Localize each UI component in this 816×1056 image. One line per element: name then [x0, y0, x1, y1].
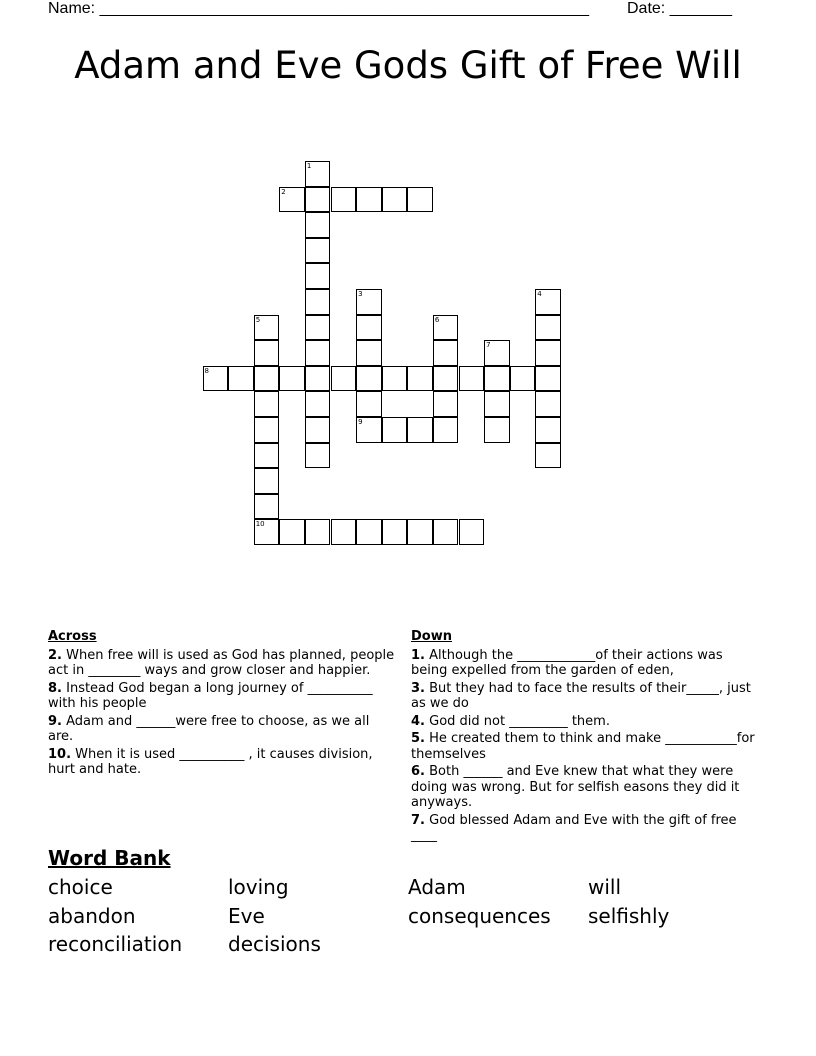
word-bank-item: choice [48, 875, 113, 899]
word-bank-item: abandon [48, 903, 136, 928]
crossword-cell[interactable] [305, 161, 331, 187]
word-bank [48, 873, 768, 959]
clue-across-9 [48, 714, 398, 745]
word-bank-item: decisions [228, 932, 321, 956]
crossword-cell[interactable] [382, 417, 408, 443]
date-field[interactable]: Date: _______ [627, 0, 732, 17]
crossword-cell[interactable] [254, 417, 280, 443]
crossword-cell[interactable] [484, 340, 510, 366]
crossword-cell[interactable] [535, 315, 561, 341]
crossword-cell[interactable] [382, 519, 408, 545]
word-bank-title: Word Bank [48, 846, 171, 870]
crossword-cell[interactable] [459, 519, 485, 545]
clue-number: 6. [411, 764, 425, 779]
clue-across-8 [48, 681, 398, 712]
cell-number: 5 [255, 315, 261, 324]
clue-down-1 [411, 648, 756, 679]
crossword-cell[interactable] [254, 366, 280, 392]
crossword-cell[interactable] [305, 366, 331, 392]
crossword-cell[interactable] [254, 519, 280, 545]
clue-text: God did not _________ them. [424, 713, 610, 729]
across-clues [48, 629, 398, 780]
crossword-cell[interactable] [305, 315, 331, 341]
cell-number: 9 [358, 418, 363, 426]
word-bank-item: consequences [408, 903, 551, 928]
cell-number: 7 [486, 341, 491, 350]
crossword-cell[interactable] [254, 340, 280, 366]
crossword-cell[interactable] [535, 417, 561, 443]
crossword-cell[interactable] [356, 519, 382, 545]
word-bank-item: loving [228, 875, 289, 899]
clue-text: Although the ____________of their actions was being expelled from the garden of eden, [411, 647, 723, 678]
clue-number: 7. [411, 812, 425, 828]
crossword-cell[interactable] [407, 366, 433, 392]
clue-number: 5. [411, 731, 425, 746]
crossword-cell[interactable] [305, 263, 331, 289]
cell-number: 4 [537, 290, 542, 298]
clue-down-5 [411, 731, 756, 762]
crossword-cell[interactable] [484, 366, 510, 392]
crossword-cell[interactable] [433, 417, 459, 443]
crossword-cell[interactable] [433, 315, 459, 341]
crossword-cell[interactable] [203, 366, 229, 392]
crossword-cell[interactable] [510, 366, 536, 392]
clue-down-7 [411, 813, 756, 844]
crossword-cell[interactable] [254, 468, 280, 494]
cell-number: 8 [204, 366, 209, 375]
crossword-cell[interactable] [433, 391, 459, 417]
crossword-cell[interactable] [535, 289, 561, 315]
clue-text: Both ______ and Eve knew that what they were doing was wrong. But for selfish easons they did it anyways. [411, 764, 740, 810]
crossword-cell[interactable] [254, 391, 280, 417]
clue-number: 10. [48, 746, 72, 762]
crossword-cell[interactable] [459, 366, 485, 392]
crossword-cell[interactable] [356, 366, 382, 392]
clue-number: 4. [411, 713, 425, 729]
clue-across-2 [48, 648, 398, 679]
crossword-cell[interactable] [305, 340, 331, 366]
name-field[interactable]: Name: _______________________________________________________ [48, 0, 589, 17]
crossword-cell[interactable] [254, 443, 280, 469]
cell-number: 2 [281, 187, 286, 196]
crossword-cell[interactable] [356, 289, 382, 315]
crossword-cell[interactable] [484, 417, 510, 443]
crossword-cell[interactable] [305, 289, 331, 315]
cell-number: 3 [358, 290, 363, 298]
clue-text: When free will is used as God has planned, people act in ________ ways and grow closer and happier. [48, 647, 395, 678]
clue-number: 3. [411, 680, 425, 696]
clue-text: Adam and ______were free to choose, as we all are. [48, 713, 370, 744]
crossword-cell[interactable] [535, 443, 561, 469]
crossword-cell[interactable] [331, 366, 357, 392]
clue-text: Instead God began a long journey of __________ with his people [48, 680, 373, 711]
across-heading: Across [48, 629, 97, 644]
crossword-cell[interactable] [356, 340, 382, 366]
crossword-cell[interactable] [433, 519, 459, 545]
clue-down-3 [411, 681, 756, 712]
crossword-cell[interactable] [305, 212, 331, 238]
crossword-cell[interactable] [305, 417, 331, 443]
page-title: Adam and Eve Gods Gift of Free Will [74, 44, 742, 87]
crossword-cell[interactable] [535, 391, 561, 417]
clue-text: When it is used __________ , it causes division, hurt and hate. [48, 746, 373, 777]
crossword-cell[interactable] [356, 391, 382, 417]
clue-across-10 [48, 747, 398, 778]
crossword-cell[interactable] [331, 187, 357, 213]
crossword-cell[interactable] [407, 519, 433, 545]
cell-number: 1 [306, 162, 312, 170]
crossword-cell[interactable] [535, 340, 561, 366]
clue-down-4 [411, 714, 756, 730]
word-bank-item: will [588, 875, 622, 899]
clue-text: But they had to face the results of their_____, just as we do [411, 680, 751, 711]
word-bank-item: Eve [228, 903, 265, 928]
clue-down-6 [411, 764, 756, 811]
crossword-cell[interactable] [305, 187, 331, 213]
crossword-cell[interactable] [382, 366, 408, 392]
crossword-cell[interactable] [305, 238, 331, 264]
crossword-cell[interactable] [407, 187, 433, 213]
crossword-cell[interactable] [356, 187, 382, 213]
crossword-cell[interactable] [279, 519, 305, 545]
word-bank-item: selfishly [588, 903, 670, 928]
crossword-cell[interactable] [535, 366, 561, 392]
crossword-cell[interactable] [331, 519, 357, 545]
crossword-cell[interactable] [254, 315, 280, 341]
crossword-cell[interactable] [305, 391, 331, 417]
crossword-cell[interactable] [305, 519, 331, 545]
cell-number: 6 [434, 315, 440, 324]
crossword-cell[interactable] [433, 366, 459, 392]
word-bank-item: reconciliation [48, 932, 183, 956]
crossword-cell[interactable] [382, 187, 408, 213]
crossword-cell[interactable] [433, 340, 459, 366]
crossword-cell[interactable] [356, 315, 382, 341]
clue-number: 2. [48, 647, 62, 663]
crossword-cell[interactable] [279, 366, 305, 392]
crossword-cell[interactable] [305, 443, 331, 469]
crossword-cell[interactable] [484, 391, 510, 417]
clue-number: 8. [48, 680, 62, 696]
clue-text: God blessed Adam and Eve with the gift of free ____ [411, 812, 737, 843]
crossword-cell[interactable] [356, 417, 382, 443]
clue-number: 1. [411, 647, 425, 663]
down-clues [411, 629, 756, 846]
word-bank-item: Adam [408, 875, 466, 899]
crossword-cell[interactable] [254, 494, 280, 520]
down-heading: Down [411, 629, 452, 644]
clue-text: He created them to think and make ___________for themselves [411, 731, 755, 762]
cell-number: 10 [255, 520, 265, 529]
crossword-cell[interactable] [228, 366, 254, 392]
crossword-cell[interactable] [279, 187, 305, 213]
crossword-cell[interactable] [407, 417, 433, 443]
clue-number: 9. [48, 713, 62, 729]
